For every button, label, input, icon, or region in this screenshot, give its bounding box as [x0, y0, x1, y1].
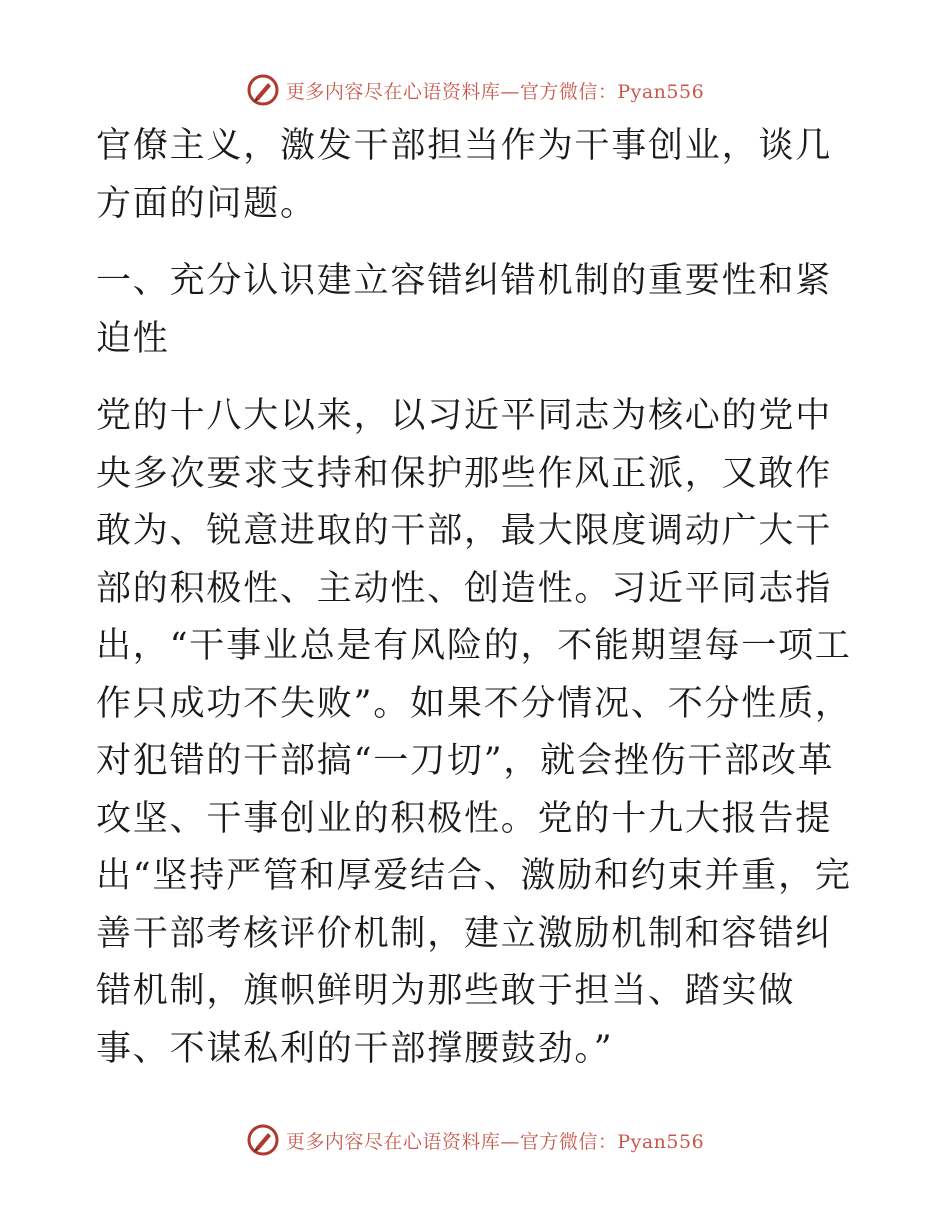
- document-body: [96, 118, 856, 1078]
- section-heading: 一、充分认识建立容错纠错机制的重要性和紧迫性: [96, 261, 833, 359]
- paragraph-intro: 官僚主义，激发干部担当作为干事创业，谈几方面的问题。: [96, 126, 833, 224]
- watermark-text: 更多内容尽在心语资料库—官方微信：Pyan556: [285, 1130, 705, 1153]
- pen-logo-icon: [246, 1123, 280, 1157]
- header-watermark: [0, 70, 950, 110]
- paragraph-body: 党的十八大以来，以习近平同志为核心的党中央多次要求支持和保护那些作风正派，又敢作敢为、锐意进取的干部，最大限度调动广大干部的积极性、主动性、创造性。习近平同志指出，“干事业总是有风险的，不能期望每一项工作只成功不失败”。如果不分情况、不分性质，对犯错的干部搞“一刀切”，就会挫伤干部改革攻坚、干事创业的积极性。党的十九大报告提出“坚持严管和厚爱结合、激励和约束并重，完善干部考核评价机制，建立激励机制和容错纠错机制，旗帜鲜明为那些敢于担当、踏实做事、不谋私利的干部撑腰鼓劲。”: [96, 396, 852, 1069]
- pen-logo-icon: [246, 73, 280, 107]
- watermark-text: 更多内容尽在心语资料库—官方微信：Pyan556: [285, 80, 705, 103]
- footer-watermark: [0, 1120, 950, 1160]
